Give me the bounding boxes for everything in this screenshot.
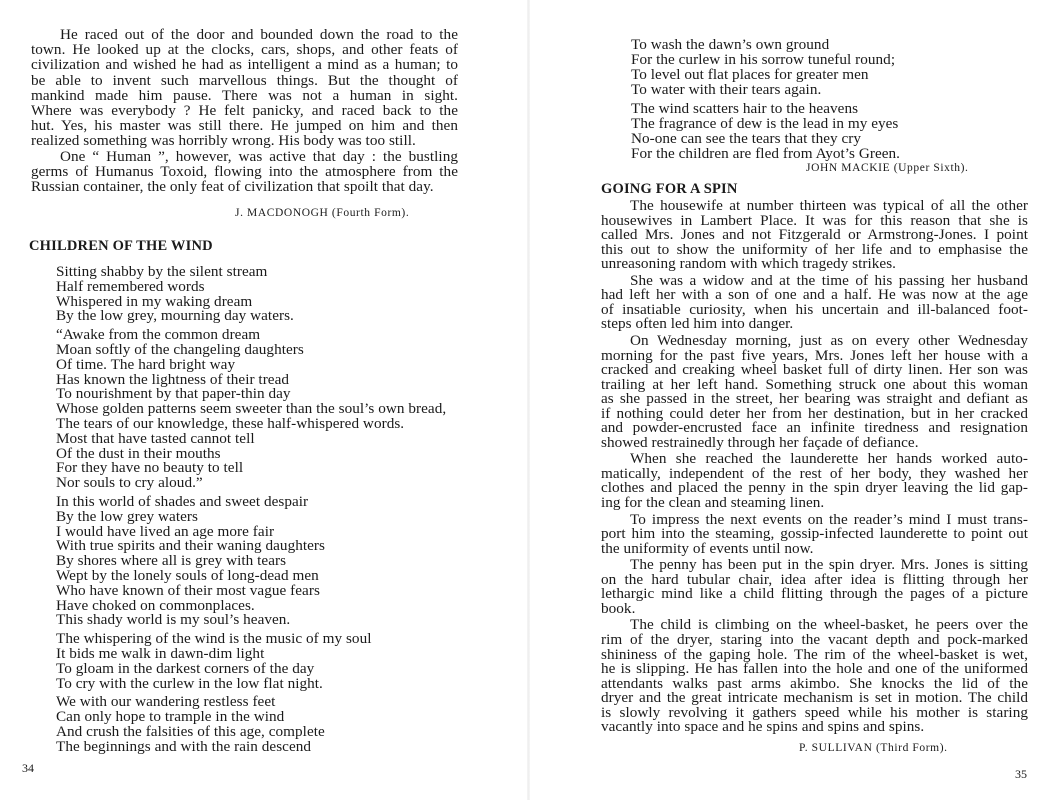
prose-line: hut. Yes, his master was still there. He jumped on him and then: [31, 117, 458, 135]
prose-line: is slowly revolving it gathers speed while his mother is staring: [601, 703, 1028, 721]
prose-line: rim of the dryer, staring into the vacant depth and pock-marked: [601, 630, 1028, 648]
poem-line: To wash the dawn’s own ground: [631, 36, 830, 53]
prose-line: realized something was horribly wrong. His body was too still.: [31, 132, 416, 150]
prose-line: He raced out of the door and bounded down the road to the: [60, 26, 458, 43]
poem-line: Wept by the lonely souls of long-dead men: [56, 567, 319, 584]
author-credit: JOHN MACKIE (Upper Sixth).: [806, 162, 969, 174]
prose-line: book.: [601, 599, 636, 617]
poem-line: To level out flat places for greater men: [631, 66, 869, 83]
prose-line: housewives in Lambert Place. It was for this reason that she is: [601, 211, 1028, 229]
poem-line: By shores where all is grey with tears: [56, 552, 287, 570]
poem-line: Moan softly of the changeling daughters: [56, 341, 304, 358]
poem-line: To nourishment by that paper-thin day: [56, 385, 291, 403]
poem-line: And crush the falsities of this age, complete: [56, 723, 325, 740]
prose-line: ing for the clean and steaming linen.: [601, 494, 825, 511]
prose-line: lethargic mind like a child flitting through the pages of a picture: [601, 585, 1028, 603]
prose-line: of insatiable curiosity, when his uncertain and ill-balanced foot-: [601, 300, 1028, 318]
poem-line: No-one can see the tears that they cry: [631, 130, 862, 147]
prose-line: matically, independent of the rest of her body, they washed her: [601, 464, 1028, 482]
poem-line: Most that have tasted cannot tell: [56, 429, 255, 447]
poem-line: It bids me walk in dawn-dim light: [56, 645, 265, 662]
prose-line: attendants walks past arms akimbo. She knocks the lid of the: [601, 674, 1028, 692]
page-number: 35: [1015, 767, 1027, 781]
poem-line: Whose golden patterns seem sweeter than the soul’s own bread,: [56, 400, 447, 418]
prose-line: if nothing could deter her from her destination, but in her cracked: [601, 404, 1028, 422]
prose-line: port him into the steaming, gossip-infected launderette to point out: [601, 525, 1028, 543]
poem-line: I would have lived an age more fair: [56, 522, 275, 540]
poem-line: By the low grey waters: [56, 507, 198, 525]
prose-line: this out to show the uniformity of her life and to emphasise the: [601, 240, 1028, 258]
poem-line: For the curlew in his sorrow tuneful round;: [631, 51, 896, 68]
page-35: [528, 0, 1056, 800]
author-credit: P. SULLIVAN (Third Form).: [799, 741, 948, 754]
prose-line: be able to invent such marvellous things. But the thought of: [31, 71, 458, 89]
prose-line: The child is climbing on the wheel-basket, he peers over the: [630, 616, 1028, 634]
story-title: GOING FOR A SPIN: [601, 181, 738, 197]
prose-line: germs of Humanus Toxoid, flowing into the atmosphere from the: [31, 162, 458, 180]
prose-line: morning for the past five years, Mrs. Jones left her house with a: [601, 346, 1028, 364]
poem-title: CHILDREN OF THE WIND: [29, 238, 213, 254]
poem-line: Half remembered words: [56, 277, 205, 295]
prose-line: The penny has been put in the spin dryer. Mrs. Jones is sitting: [630, 556, 1028, 574]
poem-line: Can only hope to trample in the wind: [56, 708, 285, 726]
poem-line: With true spirits and their waning daughters: [56, 537, 325, 555]
prose-line: town. He looked up at the clocks, cars, shops, and other feats of: [31, 41, 458, 59]
author-credit: J. MACDONOGH (Fourth Form).: [235, 207, 410, 219]
prose-line: civilization and wished he had as intelligent a mind as a human; to: [31, 56, 458, 74]
prose-line: shininess of the gaping hole. The rim of the wheel-basket is wet,: [601, 645, 1028, 663]
poem-line: To gloam in the darkest corners of the day: [56, 659, 315, 677]
prose-line: steps often led him into danger.: [601, 315, 794, 333]
prose-line: cracked and creaking wheel basket full of dirty linen. Her son was: [601, 361, 1028, 379]
poem-line: Whispered in my waking dream: [56, 292, 253, 310]
poem-line: Sitting shabby by the silent stream: [56, 263, 268, 280]
poem-line: The wind scatters hair to the heavens: [631, 100, 859, 117]
poem-line: Of time. The hard bright way: [56, 355, 236, 373]
prose-line: and powder-encrusted face an infinite tiredness and resignation: [601, 419, 1028, 437]
prose-line: To impress the next events on the reader’s mind I must trans-: [630, 510, 1028, 528]
poem-line: To water with their tears again.: [631, 81, 822, 98]
prose-line: showed restrainedly through her façade of defiance.: [601, 433, 919, 451]
prose-line: On Wednesday morning, just as on every other Wednesday: [630, 331, 1028, 349]
poem-line: Have choked on commonplaces.: [56, 596, 255, 614]
prose-line: mankind made him pause. There was not a human in sight.: [31, 86, 458, 104]
poem-line: By the low grey, mourning day waters.: [56, 307, 294, 325]
prose-line: When she reached the launderette her hands worked auto-: [630, 450, 1028, 468]
prose-line: vacantly into space and he spins and spins and spins.: [601, 718, 925, 736]
prose-line: One “ Human ”, however, was active that day : the bustling: [60, 147, 458, 165]
prose-line: She was a widow and at the time of his passing her husband: [630, 271, 1028, 289]
prose-line: as she passed in the street, her bearing was straight and defiant as: [601, 390, 1028, 408]
poem-line: For they have no beauty to tell: [56, 459, 244, 477]
prose-line: the uniformity of events until now.: [601, 539, 814, 557]
poem-line: For the children are fled from Ayot’s Green.: [631, 145, 901, 162]
prose-line: on the hard tubular chair, idea after idea is flitting through her: [601, 570, 1028, 588]
prose-line: he is slipping. He has fallen into the hole and one of the uniformed: [601, 660, 1028, 678]
prose-line: had left her with a son of one and a half. He was now at the age: [601, 286, 1028, 304]
poem-line: Of the dust in their mouths: [56, 444, 221, 462]
prose-line: dryer and the great intricate mechanism is set in motion. The child: [601, 689, 1028, 707]
prose-line: unreasoning random with which tragedy strikes.: [601, 255, 897, 273]
prose-line: trailing at her left hand. Something struck one about this woman: [601, 375, 1028, 393]
prose-line: called Mrs. Jones and not Fitzgerald or Armstrong-Jones. I point: [601, 226, 1028, 244]
prose-line: The housewife at number thirteen was typical of all the other: [630, 197, 1028, 214]
poem-line: This shady world is my soul’s heaven.: [56, 611, 291, 629]
poem-line: “Awake from the common dream: [56, 326, 261, 344]
poem-line: The beginnings and with the rain descend: [56, 737, 312, 755]
prose-line: Russian container, the only feat of civilization that spoilt that day.: [31, 178, 434, 195]
poem-line: The whispering of the wind is the music of my soul: [56, 630, 372, 648]
poem-line: Nor souls to cry aloud.”: [56, 474, 203, 492]
prose-line: clothes and placed the penny in the spin dryer leaving the lid gap-: [601, 479, 1028, 497]
poem-line: The tears of our knowledge, these half-whispered words.: [56, 415, 405, 432]
poem-line: Who have known of their most vague fears: [56, 581, 320, 599]
prose-line: Where was everybody ? He felt panicky, and raced back to the: [31, 102, 458, 119]
page-number: 34: [22, 761, 34, 775]
poem-line: In this world of shades and sweet despair: [56, 493, 309, 510]
poem-line: We with our wandering restless feet: [56, 693, 276, 711]
poem-line: Has known the lightness of their tread: [56, 370, 290, 388]
poem-line: The fragrance of dew is the lead in my eyes: [631, 115, 899, 132]
poem-line: To cry with the curlew in the low flat night.: [56, 674, 323, 692]
